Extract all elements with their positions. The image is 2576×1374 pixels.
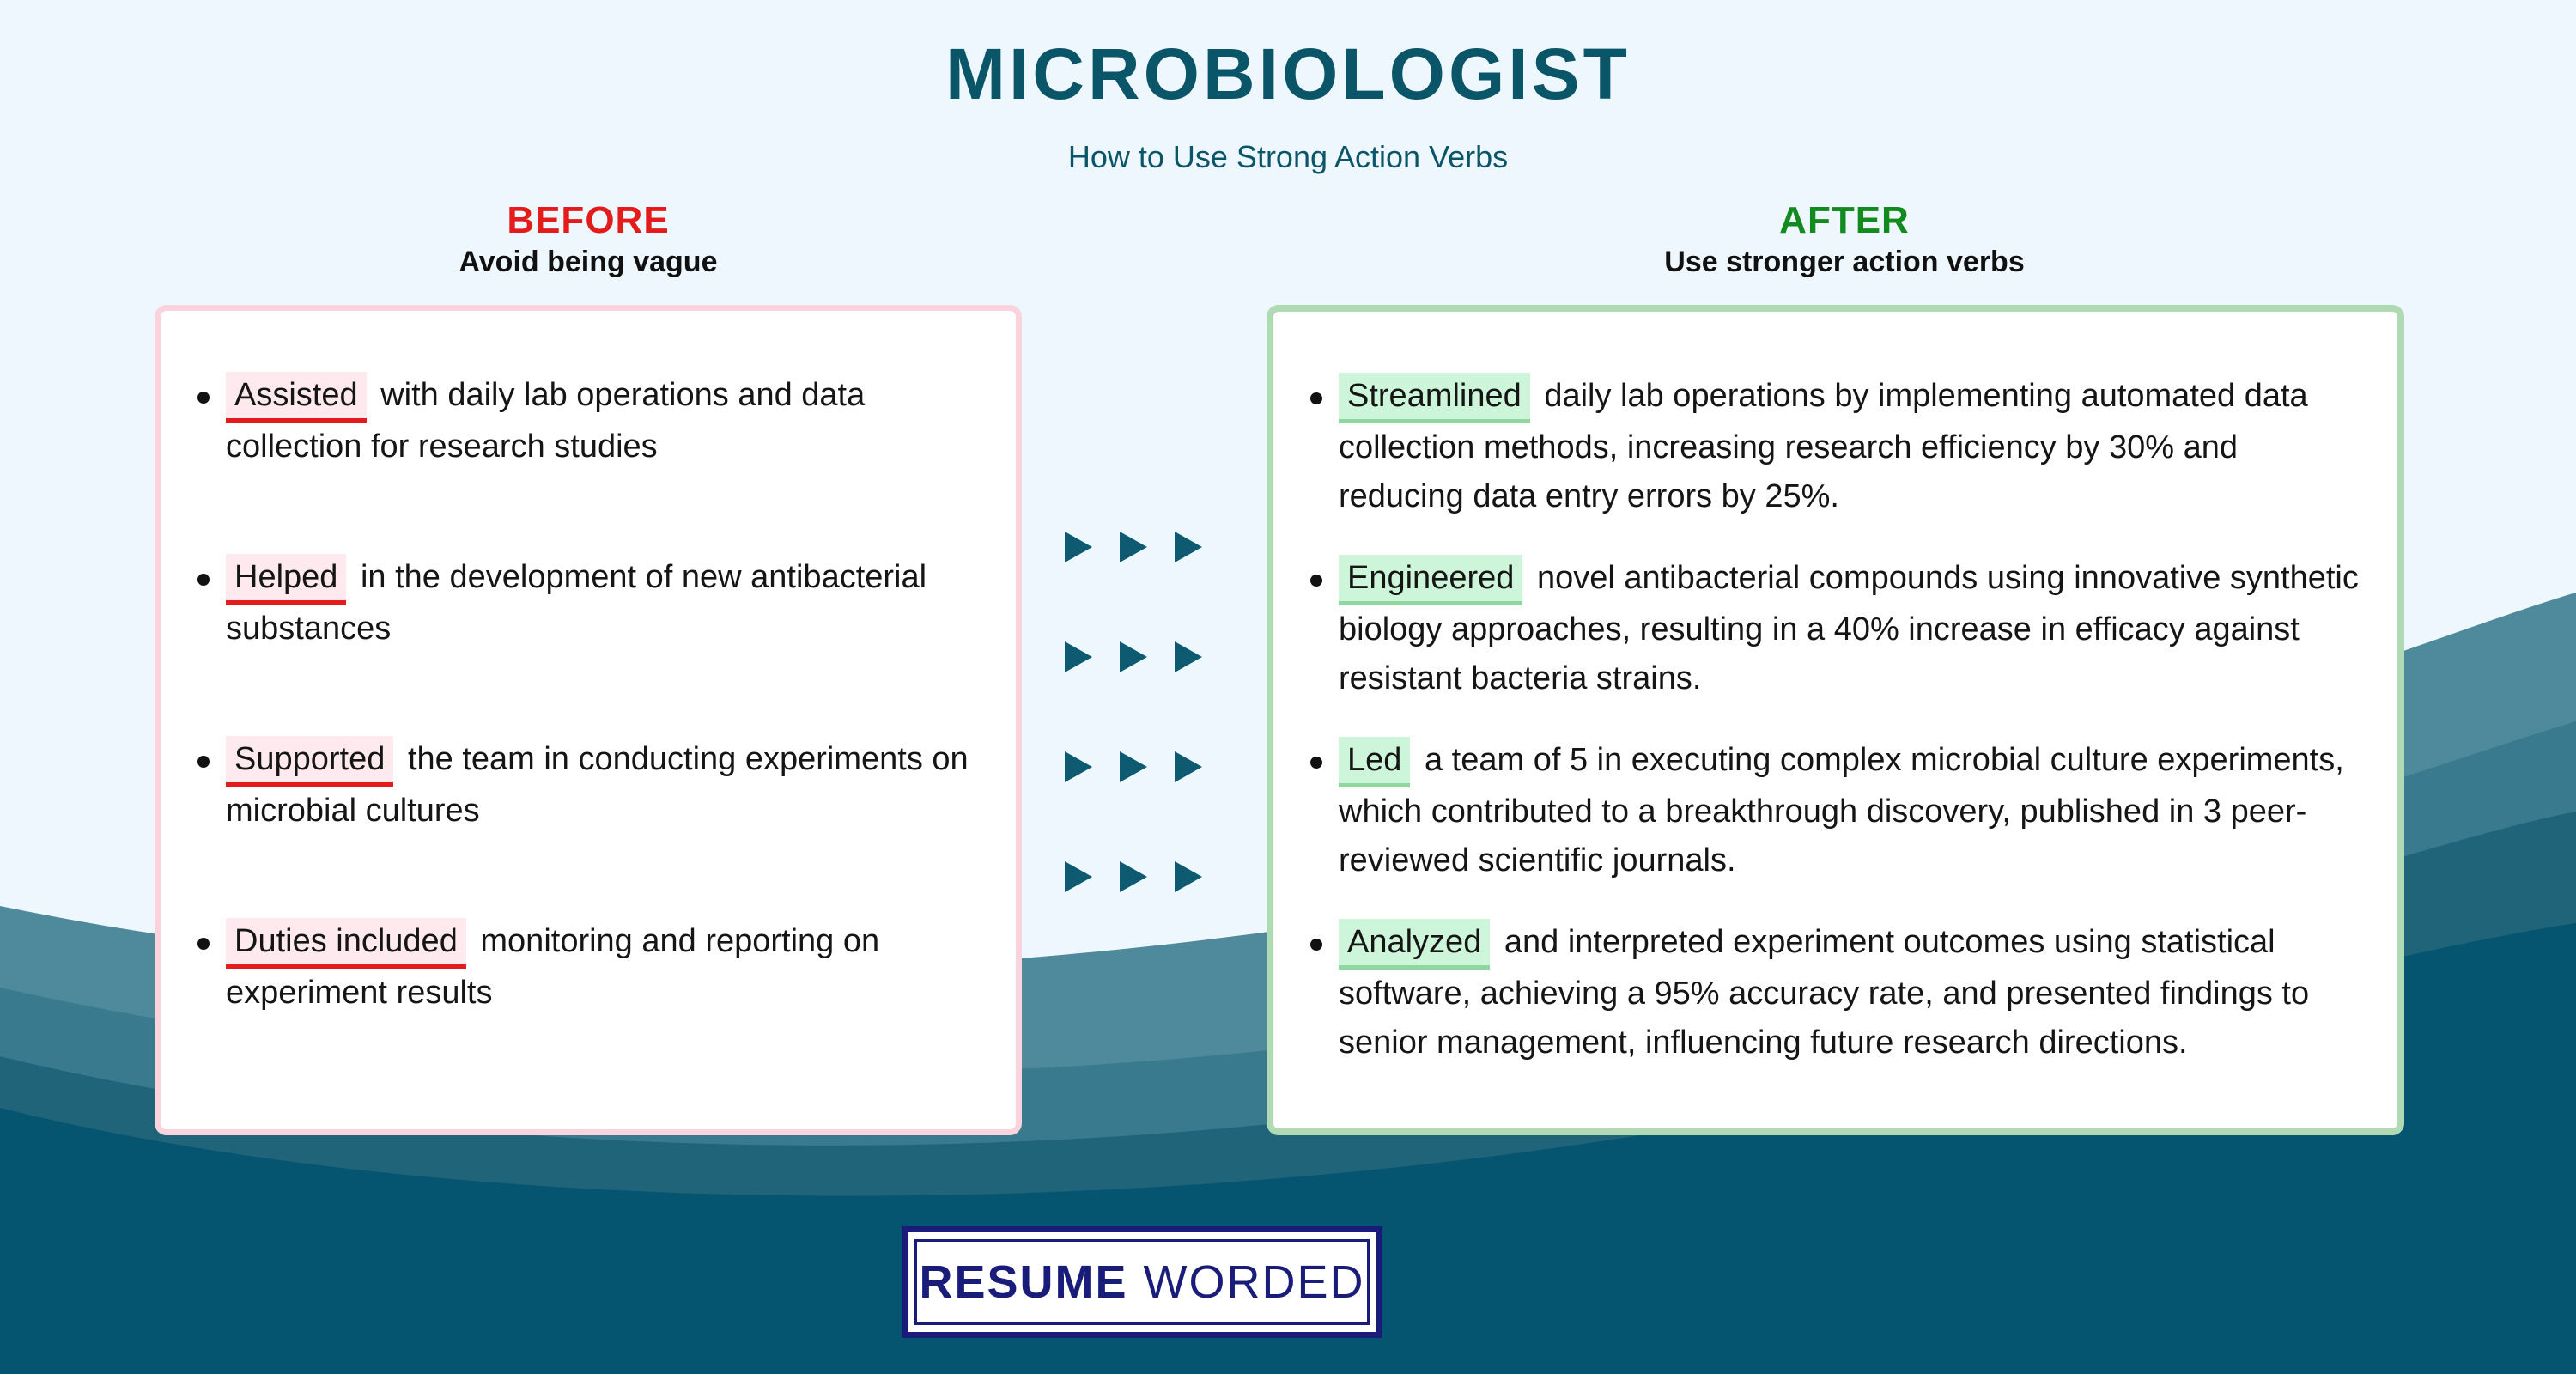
after-item xyxy=(1339,736,2363,885)
arrow-row xyxy=(1065,748,1202,786)
weak-verb: Helped xyxy=(226,554,346,605)
strong-verb: Streamlined xyxy=(1339,373,1530,423)
before-card xyxy=(155,305,1022,1135)
before-item xyxy=(226,371,981,471)
after-item xyxy=(1339,918,2363,1067)
before-item-text: in the development of new antibacterial substances xyxy=(226,559,927,647)
before-header xyxy=(159,199,1018,279)
arrow-icon xyxy=(1065,641,1092,672)
strong-verb: Engineered xyxy=(1339,555,1522,605)
after-label: AFTER xyxy=(1779,199,1910,241)
before-item xyxy=(226,917,981,1018)
strong-verb: Led xyxy=(1339,737,1410,787)
arrow-icon xyxy=(1065,532,1092,562)
arrow-icon xyxy=(1175,751,1202,782)
after-item-text: novel antibacterial compounds using innovative synthetic biology approaches, resulting in a 40% increase in efficacy against resistant bacteria strains. xyxy=(1339,560,2359,696)
weak-verb: Duties included xyxy=(226,918,466,969)
before-item xyxy=(226,735,981,836)
after-item-text: a team of 5 in executing complex microbial culture experiments, which contributed to a breakthrough discovery, published in 3 peer-reviewed scientific journals. xyxy=(1339,742,2344,879)
logo-light-text: WORDED xyxy=(1143,1256,1365,1308)
weak-verb: Supported xyxy=(226,736,393,787)
after-item xyxy=(1339,554,2363,703)
arrow-icon xyxy=(1120,641,1147,672)
resume-worded-logo xyxy=(902,1226,1382,1338)
weak-verb: Assisted xyxy=(226,372,367,423)
arrow-row xyxy=(1065,528,1202,566)
logo-inner-border xyxy=(914,1239,1370,1325)
arrow-row xyxy=(1065,858,1202,896)
logo-bold-text: RESUME xyxy=(919,1256,1128,1308)
after-item-text: daily lab operations by implementing automated data collection methods, increasing research efficiency by 30% and reducing data entry errors by 25%. xyxy=(1339,378,2308,514)
strong-verb: Analyzed xyxy=(1339,919,1490,970)
after-item-text: and interpreted experiment outcomes using statistical software, achieving a 95% accuracy rate, and presented findings to senior management, influencing future research directions. xyxy=(1339,924,2310,1061)
before-item-text: monitoring and reporting on experiment results xyxy=(226,923,880,1011)
arrow-icon xyxy=(1065,751,1092,782)
page-title: MICROBIOLOGIST xyxy=(945,33,1631,114)
arrow-icon xyxy=(1065,861,1092,892)
page-subtitle: How to Use Strong Action Verbs xyxy=(1067,139,1509,174)
arrow-icon xyxy=(1175,641,1202,672)
arrow-icon xyxy=(1175,532,1202,562)
arrow-row xyxy=(1065,638,1202,676)
after-header xyxy=(1268,199,2421,279)
arrow-icon xyxy=(1120,751,1147,782)
arrow-icon xyxy=(1120,861,1147,892)
before-note: Avoid being vague xyxy=(459,246,718,278)
after-item xyxy=(1339,372,2363,521)
before-item xyxy=(226,553,981,654)
after-card xyxy=(1267,305,2404,1135)
before-item-text: the team in conducting experiments on microbial cultures xyxy=(226,741,969,829)
before-item-text: with daily lab operations and data collection for research studies xyxy=(226,377,866,465)
arrow-icon xyxy=(1120,532,1147,562)
before-label: BEFORE xyxy=(507,199,670,241)
after-note: Use stronger action verbs xyxy=(1664,246,2025,278)
arrow-icon xyxy=(1175,861,1202,892)
